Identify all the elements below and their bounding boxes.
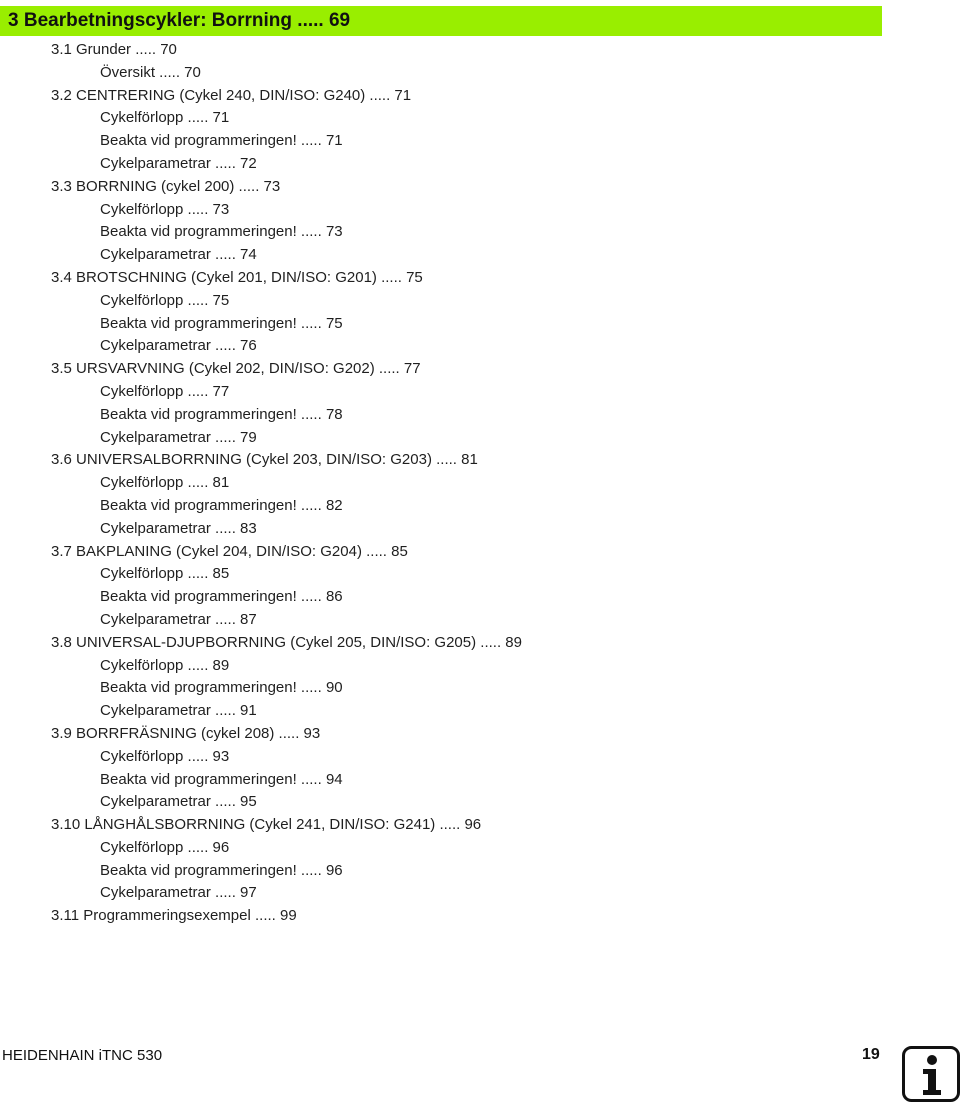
toc-subsection-link[interactable]: Cykelparametrar ..... 79 [100,428,257,446]
toc-subsection-link[interactable]: Beakta vid programmeringen! ..... 71 [100,132,343,150]
toc-subsection-link[interactable]: Cykelförlopp ..... 96 [100,838,230,856]
toc-subsection-link[interactable]: Cykelparametrar ..... 74 [100,246,257,264]
toc-subsection-link[interactable]: Cykelparametrar ..... 95 [100,793,257,811]
toc-subsection-link[interactable]: Beakta vid programmeringen! ..... 86 [100,588,343,606]
toc-subsection-link[interactable]: Beakta vid programmeringen! ..... 94 [100,770,343,788]
toc-section-link[interactable]: 3.8 UNIVERSAL-DJUPBORRNING (Cykel 205, DIN/ISO: G205) ..... 89 [51,633,522,651]
toc-subsection-link[interactable]: Cykelförlopp ..... 73 [100,200,230,218]
table-of-contents [0,39,522,928]
toc-subsection-link[interactable]: Cykelförlopp ..... 71 [100,109,230,127]
toc-section-link[interactable]: 3.11 Programmeringsexempel ..... 99 [51,907,297,925]
toc-subsection-link[interactable]: Översikt ..... 70 [100,63,201,81]
chapter-title[interactable]: 3 Bearbetningscykler: Borrning ..... 69 [8,10,351,31]
toc-subsection-link[interactable]: Cykelparametrar ..... 97 [100,884,257,902]
toc-subsection-link[interactable]: Beakta vid programmeringen! ..... 75 [100,314,343,332]
toc-subsection-link[interactable]: Beakta vid programmeringen! ..... 96 [100,861,343,879]
toc-section-link[interactable]: 3.3 BORRNING (cykel 200) ..... 73 [51,177,281,195]
toc-subsection-link[interactable]: Beakta vid programmeringen! ..... 78 [100,405,343,423]
toc-section-link[interactable]: 3.10 LÅNGHÅLSBORRNING (Cykel 241, DIN/ISO: G241) ..... 96 [51,816,482,834]
toc-subsection-link[interactable]: Cykelförlopp ..... 77 [100,382,230,400]
toc-section-link[interactable]: 3.4 BROTSCHNING (Cykel 201, DIN/ISO: G201) ..... 75 [51,268,423,286]
toc-section-link[interactable]: 3.9 BORRFRÄSNING (cykel 208) ..... 93 [51,724,321,742]
toc-subsection-link[interactable]: Beakta vid programmeringen! ..... 90 [100,679,343,697]
toc-section-link[interactable]: 3.1 Grunder ..... 70 [51,41,177,58]
toc-subsection-link[interactable]: Cykelparametrar ..... 87 [100,610,257,628]
toc-subsection-link[interactable]: Cykelparametrar ..... 91 [100,702,257,720]
toc-subsection-link[interactable]: Cykelförlopp ..... 89 [100,656,230,674]
page-number: 19 [862,1046,880,1063]
toc-subsection-link[interactable]: Beakta vid programmeringen! ..... 73 [100,223,343,241]
toc-section-link[interactable]: 3.6 UNIVERSALBORRNING (Cykel 203, DIN/ISO: G203) ..... 81 [51,451,478,469]
toc-section-link[interactable]: 3.7 BAKPLANING (Cykel 204, DIN/ISO: G204) ..... 85 [51,542,408,560]
toc-subsection-link[interactable]: Cykelförlopp ..... 75 [100,291,230,309]
toc-subsection-link[interactable]: Cykelförlopp ..... 81 [100,474,230,492]
toc-subsection-link[interactable]: Cykelparametrar ..... 83 [100,519,257,537]
toc-subsection-link[interactable]: Cykelparametrar ..... 76 [100,337,257,355]
toc-section-link[interactable]: 3.5 URSVARVNING (Cykel 202, DIN/ISO: G202) ..... 77 [51,360,421,378]
toc-subsection-link[interactable]: Cykelförlopp ..... 93 [100,747,230,765]
toc-subsection-link[interactable]: Beakta vid programmeringen! ..... 82 [100,496,343,514]
footer-brand: HEIDENHAIN iTNC 530 [2,1047,163,1064]
toc-subsection-link[interactable]: Cykelförlopp ..... 85 [100,565,230,583]
chapter-header [0,6,882,36]
toc-subsection-link[interactable]: Cykelparametrar ..... 72 [100,154,257,172]
toc-section-link[interactable]: 3.2 CENTRERING (Cykel 240, DIN/ISO: G240) ..... 71 [51,86,412,104]
info-icon [902,1046,960,1102]
